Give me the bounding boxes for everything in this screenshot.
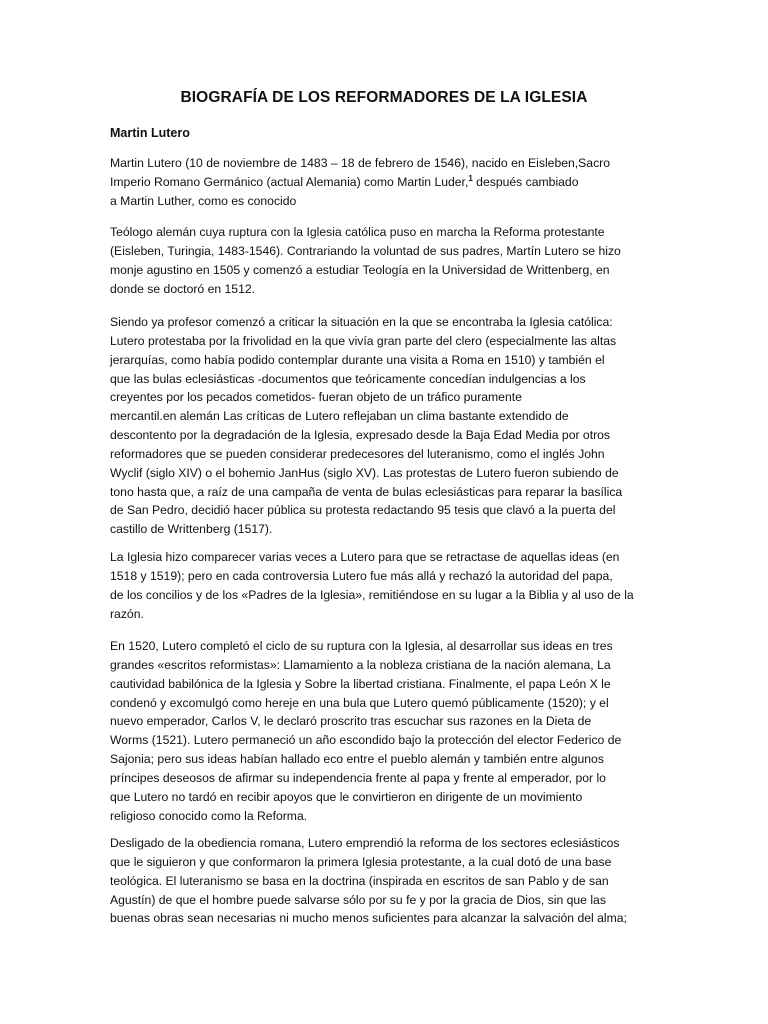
paragraph-line: religioso conocido como la Reforma. bbox=[110, 808, 308, 823]
paragraph-line: mercantil.en alemán Las críticas de Lutero reflejaban un clima bastante extendido de bbox=[110, 409, 569, 424]
paragraph-line: reformadores que se pueden considerar predecesores del luteranismo, como el inglés John bbox=[110, 446, 605, 461]
paragraph-line: Desligado de la obediencia romana, Lutero emprendió la reforma de los sectores eclesiásticos bbox=[110, 836, 620, 850]
paragraph-line: Sajonia; pero sus ideas habían hallado eco entre el pueblo alemán y también entre algunos bbox=[110, 752, 604, 767]
paragraph-line: La Iglesia hizo comparecer varias veces a Lutero para que se retractase de aquellas ideas (en bbox=[110, 550, 620, 564]
paragraph bbox=[110, 548, 660, 623]
paragraph-line: descontento por la degradación de la Iglesia, expresado desde la Baja Edad Media por otros bbox=[110, 428, 611, 443]
paragraph-line: de los concilios y de los «Padres de la Iglesia», remitiéndose en su lugar a la Biblia y al uso de la bbox=[110, 587, 634, 602]
paragraph-line: Lutero protestaba por la frivolidad en la que vivía gran parte del clero (especialmente las altas bbox=[110, 333, 617, 348]
paragraph-line: condenó y excomulgó como hereje en una bula que Lutero quemó públicamente (1520); y el bbox=[110, 695, 609, 710]
paragraph-line: Agustín) de que el hombre puede salvarse sólo por su fe y por la gracia de Dios, sin que las bbox=[110, 892, 606, 907]
paragraph-line: cautividad babilónica de la Iglesia y Sobre la libertad cristiana. Finalmente, el papa León X le bbox=[110, 676, 611, 691]
paragraph-intro bbox=[110, 154, 660, 211]
paragraph-line: príncipes deseosos de afirmar su independencia frente al papa y frente al emperador, por lo bbox=[110, 770, 606, 785]
paragraph-line: de San Pedro, decidió hacer pública su protesta redactando 95 tesis que clavó a la puerta del bbox=[110, 503, 616, 518]
paragraph-line: Martin Lutero (10 de noviembre de 1483 – 18 de febrero de 1546), nacido en Eisleben,Sacro bbox=[110, 156, 611, 170]
paragraph-line: razón. bbox=[110, 606, 144, 621]
paragraph-line: Teólogo alemán cuya ruptura con la Iglesia católica puso en marcha la Reforma protestante bbox=[110, 225, 605, 239]
paragraph bbox=[110, 313, 660, 539]
footnote-reference[interactable]: 1 bbox=[468, 173, 473, 183]
paragraph-line: que las bulas eclesiásticas -documentos que teóricamente concedían indulgencias a los bbox=[110, 371, 586, 386]
paragraph bbox=[110, 223, 660, 298]
paragraph-line: nuevo emperador, Carlos V, le declaró proscrito tras escuchar sus razones en la Dieta de bbox=[110, 714, 592, 729]
paragraph bbox=[110, 834, 660, 928]
paragraph-line: jerarquías, como había podido contemplar durante una visita a Roma en 1510) y también el bbox=[110, 352, 605, 367]
paragraph-line: grandes «escritos reformistas»: Llamamiento a la nobleza cristiana de la nación alemana, La bbox=[110, 657, 611, 672]
line-text: Imperio Romano Germánico (actual Alemania) como Martin Luder, bbox=[110, 174, 469, 189]
paragraph-line: buenas obras sean necesarias ni mucho menos suficientes para alcanzar la salvación del alma; bbox=[110, 911, 627, 926]
paragraph-line: Siendo ya profesor comenzó a criticar la situación en la que se encontraba la Iglesia católica: bbox=[110, 315, 613, 329]
paragraph-line: monje agustino en 1505 y comenzó a estudiar Teología en la Universidad de Writtenberg, en bbox=[110, 262, 610, 277]
paragraph-line: teológica. El luteranismo se basa en la doctrina (inspirada en escritos de san Pablo y de san bbox=[110, 873, 609, 888]
paragraph-line: que le siguieron y que conformaron la primera Iglesia protestante, a la cual dotó de una base bbox=[110, 854, 612, 869]
paragraph-line: castillo de Writtenberg (1517). bbox=[110, 522, 273, 537]
paragraph-line: que Lutero no tardó en recibir apoyos que le convirtieron en dirigente de un movimiento bbox=[110, 789, 583, 804]
paragraph-line bbox=[110, 173, 660, 192]
paragraph-line: Wyclif (siglo XIV) o el bohemio JanHus (siglo XV). Las protestas de Lutero fueron subiendo de bbox=[110, 465, 619, 480]
document-title: BIOGRAFÍA DE LOS REFORMADORES DE LA IGLESIA bbox=[180, 89, 588, 106]
paragraph-line: creyentes por los pecados cometidos- fueran objeto de un tráfico puramente bbox=[110, 390, 522, 405]
section-heading: Martin Lutero bbox=[110, 126, 190, 140]
line-text: después cambiado bbox=[472, 174, 579, 189]
paragraph-line: En 1520, Lutero completó el ciclo de su ruptura con la Iglesia, al desarrollar sus ideas en tres bbox=[110, 639, 613, 653]
paragraph-line: a Martin Luther, como es conocido bbox=[110, 193, 297, 208]
paragraph bbox=[110, 637, 660, 825]
paragraph-line: donde se doctoró en 1512. bbox=[110, 281, 256, 296]
paragraph-line: Worms (1521). Lutero permaneció un año escondido bajo la protección del elector Federico de bbox=[110, 733, 622, 748]
paragraph-line: (Eisleben, Turingia, 1483-1546). Contrariando la voluntad de sus padres, Martín Lutero se hizo bbox=[110, 243, 621, 258]
paragraph-line: tono hasta que, a raíz de una campaña de venta de bulas eclesiásticas para reparar la basílica bbox=[110, 484, 623, 499]
paragraph-line: 1518 y 1519); pero en cada controversia Lutero fue más allá y rechazó la autoridad del papa, bbox=[110, 568, 613, 583]
